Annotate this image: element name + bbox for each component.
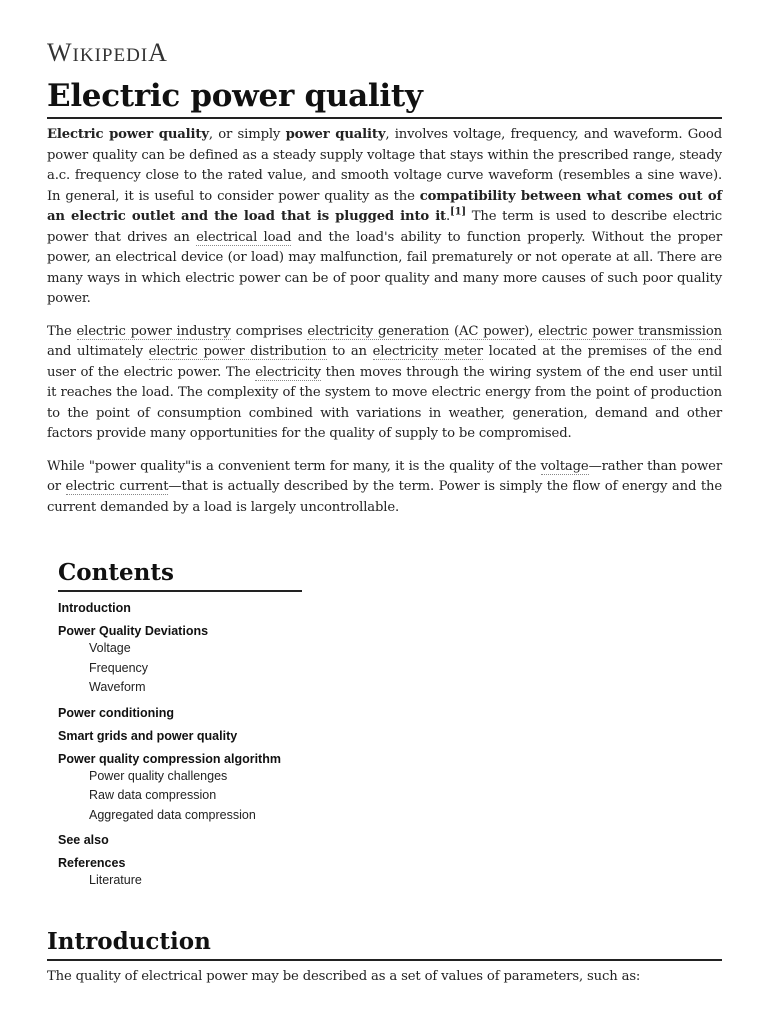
toc-sublist	[58, 871, 302, 891]
article-page	[47, 38, 722, 987]
text-run: (	[449, 323, 459, 339]
text-run: and ultimately	[47, 344, 149, 359]
text-run: and the load's ability to function properly. Without the proper power, an electrical device (or load) may malfunction, fail prematurely or not operate at all. There are many ways in which electric power can be of poor quality and many more causes of such poor quality power.	[47, 229, 722, 306]
paragraph-3	[47, 457, 722, 519]
paragraph-1	[47, 125, 722, 310]
wordmark-a: A	[148, 38, 168, 67]
toc-item-raw-data[interactable]: Raw data compression	[89, 788, 217, 802]
link-electricity-generation[interactable]: electricity generation	[307, 323, 450, 339]
citation-link[interactable]: [1]	[450, 206, 467, 218]
link-electric-power-industry[interactable]: electric power industry	[76, 323, 231, 339]
link-electrical-load[interactable]: electrical load	[196, 229, 292, 245]
page-title: Electric power quality	[47, 76, 722, 119]
toc-item-compression	[58, 751, 302, 826]
link-voltage[interactable]: voltage	[540, 458, 589, 474]
text-run: —that is actually described by the term. Power is simply the flow of energy and the current demanded by a load is largely uncontrollable.	[47, 479, 722, 515]
toc-sublist	[58, 767, 302, 826]
wikipedia-wordmark[interactable]	[47, 38, 722, 72]
text-run: ),	[524, 323, 539, 339]
text-run: While "power quality"is a convenient term for many, it is the quality of the	[47, 458, 541, 474]
text-run: then moves through the wiring system of the end user until it reaches the load. The complexity of the system to move electric energy from the point of production to the point of consumption combined with variations in weather, generation, demand and other factors provide many opportunities for the quality of supply to be compromised.	[47, 364, 723, 441]
toc-item-references	[58, 855, 302, 891]
introduction-paragraph: The quality of electrical power may be described as a set of values of parameters, such as:	[47, 968, 641, 984]
toc-item-compression-label[interactable]: Power quality compression algorithm	[58, 751, 281, 766]
link-electric-current[interactable]: electric current	[65, 479, 169, 494]
link-ac-power[interactable]: AC power	[459, 323, 525, 339]
toc-item-smart-grids[interactable]: Smart grids and power quality	[58, 728, 238, 743]
toc-item-introduction[interactable]: Introduction	[58, 601, 131, 615]
link-electricity[interactable]: electricity	[255, 364, 321, 380]
text-run: , involves voltage, frequency, and waveform. Good power quality can be defined as a steady supply voltage that stays within the prescribed range, steady a.c. frequency close to the rated value, and smooth voltage curve waveform (resembles a sine wave). In general, it is useful to consider power quality as the	[47, 127, 723, 204]
link-electricity-meter[interactable]: electricity meter	[372, 344, 483, 359]
bold-term: Electric power quality	[47, 127, 209, 142]
text-run: The term is used to describe electric power that drives an	[47, 209, 722, 245]
link-electric-power-distribution[interactable]: electric power distribution	[148, 344, 327, 359]
toc-item-see-also[interactable]: See also	[58, 833, 109, 847]
bold-definition: compatibility between what comes out of an electric outlet and the load that is plugged into it	[47, 188, 722, 224]
toc-heading: Contents	[58, 558, 302, 592]
wordmark-w: W	[47, 38, 73, 67]
text-run: The	[47, 323, 77, 339]
toc-item-deviations-label[interactable]: Power Quality Deviations	[58, 624, 209, 638]
toc-list	[58, 600, 302, 891]
table-of-contents	[58, 558, 302, 891]
toc-item-power-conditioning[interactable]: Power conditioning	[58, 705, 174, 720]
bold-term: power quality	[285, 127, 386, 142]
toc-item-voltage[interactable]: Voltage	[89, 641, 131, 655]
toc-item-frequency[interactable]: Frequency	[89, 660, 149, 675]
toc-item-deviations	[58, 623, 302, 698]
wordmark-mid: IKIPEDI	[72, 45, 149, 66]
text-run: comprises	[230, 323, 308, 339]
text-run: located at the premises of the end user of the electric power. The	[47, 344, 723, 380]
toc-item-aggregated-data[interactable]: Aggregated data compression	[89, 807, 256, 822]
toc-item-waveform[interactable]: Waveform	[89, 680, 146, 694]
toc-item-references-label[interactable]: References	[58, 856, 126, 870]
toc-item-challenges[interactable]: Power quality challenges	[89, 768, 228, 783]
section-heading-introduction: Introduction	[47, 927, 722, 961]
toc-item-literature[interactable]: Literature	[89, 873, 142, 887]
text-run: —rather than power or	[47, 458, 722, 494]
link-electric-power-transmission[interactable]: electric power transmission	[538, 323, 722, 339]
text-run: to an	[326, 344, 373, 359]
paragraph-2	[47, 322, 722, 445]
toc-sublist	[58, 639, 302, 698]
text-run: .	[446, 209, 451, 224]
text-run: , or simply	[208, 127, 286, 142]
